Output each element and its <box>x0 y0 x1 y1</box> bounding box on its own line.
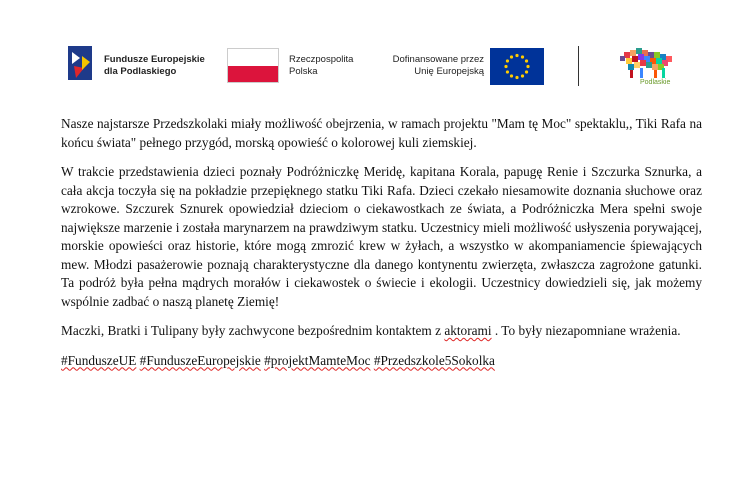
eu-star <box>506 70 509 73</box>
hashtag[interactable]: #FunduszeEuropejskie <box>139 352 261 368</box>
eu-star <box>525 59 528 62</box>
funding-logos-bar <box>0 38 742 94</box>
podlaskie-bison-logo <box>614 46 688 82</box>
eu-star <box>506 59 509 62</box>
hashtag[interactable]: #FunduszeUE <box>61 352 137 368</box>
paragraph-summary: Maczki, Bratki i Tulipany były zachwycone bezpośrednim kontaktem z aktorami . To były niezapomniane wrażenia. <box>61 323 681 338</box>
paragraph-story: W trakcie przedstawienia dzieci poznały Podróżniczkę Meridę, kapitana Korala, papugę Renie i Szczurka Sznurka, a cała akcja toczyła się na pokładzie przepięknego statku Tiki Rafa. Dzieci czekało niesamowite doznania słuchowe oraz wzrokowe. Szczurek Sznurek opowiedział dzieciom o ciekawostkach ze świata, a Podróżniczka Mera spełni swoje największe marzenie i została marynarzem na prawdziwym statku. Uczestnicy mieli możliwość usłyszenia porywającej, morskie opowieści oraz historie, które mogą zmrozić krew w żyłach, a wszystko w akompaniamencie śpiewających mew. Młodzi pasażerowie poznają charakterystyczne dla danego kontynentu zwierzęta, zwłaszcza zagrożone gatunki. Ta podróż była pełna mądrych morałów i ciekawostek o świecie i ekologii. Uczestnicy dowiedzieli się, jak możemy wspólnie zadbać o naszą planetę Ziemię! <box>61 164 702 309</box>
hashtag[interactable]: #projektMamteMoc <box>264 352 371 368</box>
eu-star <box>510 55 513 58</box>
eu-star <box>510 74 513 77</box>
eu-funding-text: Dofinansowane przez Unię Europejską <box>392 54 484 77</box>
article-body <box>61 115 702 381</box>
eu-star <box>515 76 518 79</box>
actors-link: aktorami <box>444 323 492 338</box>
hashtags <box>61 352 702 371</box>
paragraph-intro: Nasze najstarsze Przedszkolaki miały możliwość obejrzenia, w ramach projektu "Mam tę Moc" spektaklu,, Tiki Rafa na końcu świata" pełnego przygód, morską opowieść o kolorowej kuli ziemskiej. <box>61 116 702 150</box>
rzeczpospolita-text: Rzeczpospolita Polska <box>289 54 354 77</box>
poland-flag <box>227 48 279 83</box>
eu-star <box>521 55 524 58</box>
podlaskie-label: Podlaskie <box>640 79 671 86</box>
eu-star <box>525 70 528 73</box>
eu-flag <box>490 48 544 85</box>
eu-star <box>515 54 518 57</box>
fundusze-europejskie-text: Fundusze Europejskie dla Podlaskiego <box>104 54 205 77</box>
logo-divider <box>578 46 579 86</box>
eu-star <box>526 65 529 68</box>
eu-star <box>521 74 524 77</box>
hashtag[interactable]: #Przedszkole5Sokolka <box>373 352 495 368</box>
fundusze-europejskie-logo <box>66 44 98 84</box>
eu-star <box>504 65 507 68</box>
